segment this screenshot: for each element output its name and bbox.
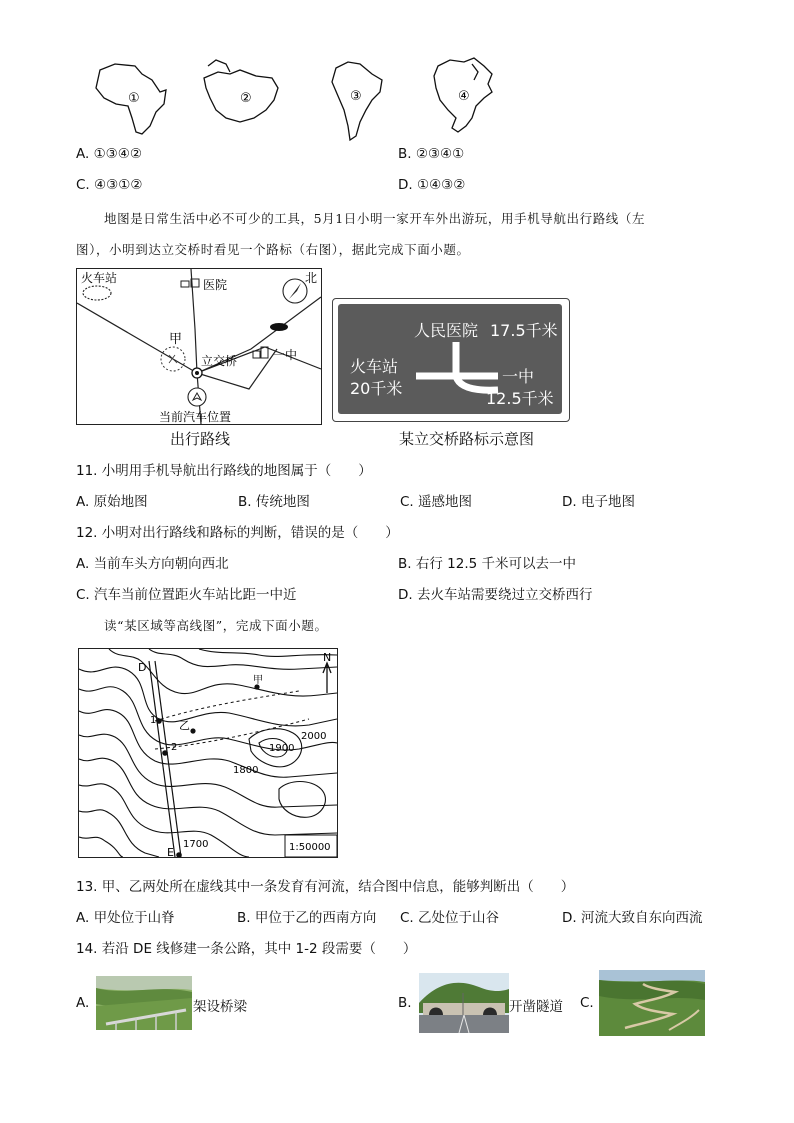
q11-option-d[interactable]: D. 电子地图 [562,494,635,510]
label-train-station: 火车站 [81,271,118,285]
label-1800: 1800 [233,765,259,776]
contour-map [78,648,338,858]
q10-option-b[interactable]: B. ②③④① [398,146,465,162]
q13-option-b[interactable]: B. 甲位于乙的西南方向 [237,910,377,926]
switchback-photo[interactable] [599,970,705,1036]
q11-option-c[interactable]: C. 遥感地图 [400,494,473,510]
q14-option-c-label[interactable]: C. [580,995,594,1011]
car-position-icon [188,388,206,406]
sign-hospital-distance: 17.5千米 [490,321,558,340]
q13-stem: 13. 甲、乙两处所在虚线其中一条发育有河流，结合图中信息，能够判断出（ ） [76,879,575,895]
route-map-caption: 出行路线 [170,430,231,448]
continent-figures [80,52,520,142]
q13-option-a[interactable]: A. 甲处位于山脊 [76,910,175,926]
q10-option-d[interactable]: D. ①④③② [398,177,466,193]
intro-paragraph-line1: 地图是日常生活中必不可少的工具，5月1日小明一家开车外出游玩，用手机导航出行路线（左 [104,211,646,226]
label-hospital: 医院 [203,278,228,292]
hospital-symbol [181,281,189,287]
continent-label-2: ② [240,91,252,106]
label-1900: 1900 [269,743,295,754]
q10-option-c[interactable]: C. ④③①② [76,177,143,193]
q13-option-c[interactable]: C. 乙处位于山谷 [400,910,500,926]
continent-label-3: ③ [350,89,362,104]
label-2000: 2000 [301,731,327,742]
north-america-outline [434,58,492,132]
dashed-line-jia [155,691,299,721]
q12-option-b[interactable]: B. 右行 12.5 千米可以去一中 [398,556,576,572]
label-north: 北 [305,271,318,285]
label-current-position: 当前汽车位置 [159,410,232,424]
q14-option-a-label[interactable]: A. [76,995,90,1011]
q11-stem: 11. 小明用手机导航出行路线的地图属于（ ） [76,463,372,479]
label-1700: 1700 [183,839,209,850]
sign-station: 火车站 [350,357,399,376]
school-symbol [253,351,260,358]
scale-text: 1:50000 [289,842,331,853]
africa-outline [96,64,166,134]
q14-stem: 14. 若沿 DE 线修建一条公路，其中 1-2 段需要（ ） [76,941,417,957]
tunnel-photo[interactable] [419,973,509,1033]
q11-option-a[interactable]: A. 原始地图 [76,494,148,510]
sign-arrow-icon [416,342,498,390]
q12-option-c[interactable]: C. 汽车当前位置距火车站比距一中近 [76,587,297,603]
continent-label-1: ① [128,91,140,106]
q10-option-a[interactable]: A. ①③④② [76,146,142,162]
q14-option-b-label[interactable]: B. [398,995,412,1011]
train-station-symbol [83,286,111,300]
label-point-2: 2 [171,742,178,753]
route-map [76,268,322,425]
q14-option-a-text: 架设桥梁 [193,999,247,1015]
label-overpass: 立交桥 [201,354,238,368]
q11-option-b[interactable]: B. 传统地图 [238,494,310,510]
intro-paragraph-line2: 图），小明到达立交桥时看见一个路标（右图），据此完成下面小题。 [76,242,470,257]
sign-hospital: 人民医院 [414,321,479,340]
label-point-1: 1 [150,715,157,726]
antarctica-outline [204,60,278,122]
q13-option-d[interactable]: D. 河流大致自东向西流 [562,910,703,926]
label-jia: 甲 [253,675,263,686]
label-school: 一中 [273,348,298,362]
q12-option-d[interactable]: D. 去火车站需要绕过立交桥西行 [398,587,593,603]
sign-school: 一中 [502,367,535,386]
label-d: D [138,661,147,674]
label-yi: 乙 [179,719,190,732]
sign-station-distance: 20千米 [350,379,403,398]
q12-stem: 12. 小明对出行路线和路标的判断，错误的是（ ） [76,525,399,541]
label-n: N [323,651,332,664]
location-marker [270,323,288,331]
q14-option-b-text: 开凿隧道 [509,999,563,1015]
sign-school-distance: 12.5千米 [486,389,554,408]
intro-paragraph-contour: 读“某区域等高线图”，完成下面小题。 [104,618,328,633]
south-america-outline [332,62,382,140]
label-e: E [167,846,174,857]
continent-label-4: ④ [458,89,470,104]
label-jia: 甲 [169,332,183,347]
road-sign [332,298,570,422]
q12-option-a[interactable]: A. 当前车头方向朝向西北 [76,556,229,572]
bridge-photo[interactable] [96,976,192,1030]
road-sign-caption: 某立交桥路标示意图 [399,430,535,448]
